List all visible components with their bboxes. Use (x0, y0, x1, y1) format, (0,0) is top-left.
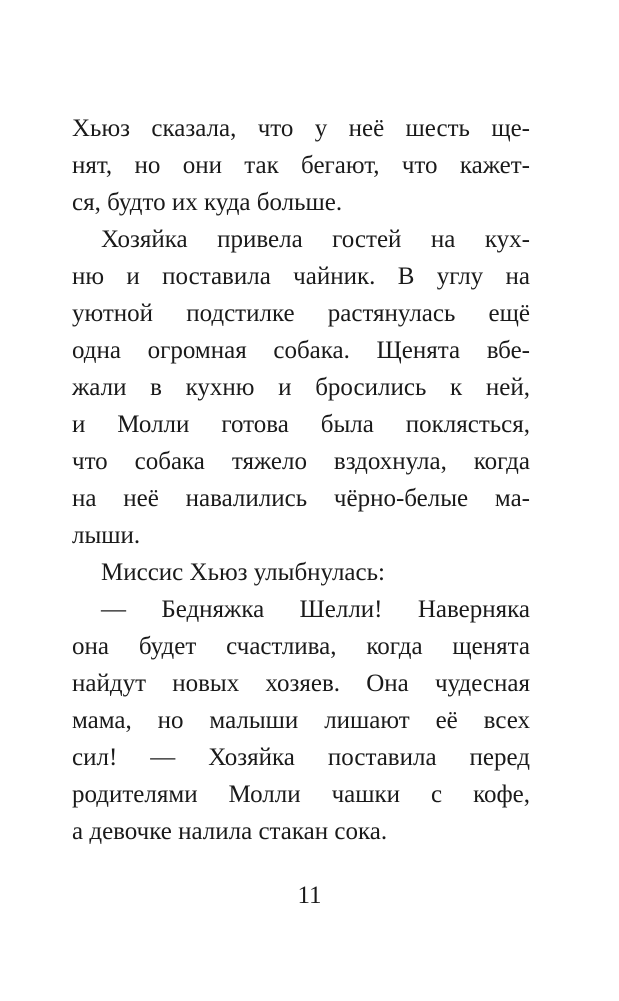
text-line: ся, будто их куда больше. (72, 189, 343, 216)
text-line: Хьюз сказала, что у неё шесть ще- (72, 115, 530, 142)
text-line: Хозяйка привела гостей на кух- (101, 226, 530, 253)
text-line: нят, но они так бегают, что кажет- (72, 152, 530, 179)
text-line: жали в кухню и бросились к ней, (72, 374, 530, 401)
text-line: а девочке налила стакан сока. (72, 818, 388, 845)
text-line: что собака тяжело вздохнула, когда (72, 448, 530, 475)
text-line: родителями Молли чашки с кофе, (72, 781, 530, 808)
text-line: — Бедняжка Шелли! Наверняка (101, 596, 530, 623)
text-line: мама, но малыши лишают её всех (72, 707, 530, 734)
text-line: на неё навалились чёрно-белые ма- (72, 485, 530, 512)
text-line: найдут новых хозяев. Она чудесная (72, 670, 530, 697)
page-number: 11 (297, 882, 322, 909)
text-line: ню и поставила чайник. В углу на (72, 263, 530, 290)
text-line: и Молли готова была поклясться, (72, 411, 530, 438)
text-line: сил! — Хозяйка поставила перед (72, 744, 530, 771)
text-line: уютной подстилке растянулась ещё (72, 300, 530, 327)
text-line: она будет счастлива, когда щенята (72, 633, 530, 660)
text-line: лыши. (72, 522, 141, 549)
text-line: Миссис Хьюз улыбнулась: (101, 559, 385, 586)
text-line: одна огромная собака. Щенята вбе- (72, 337, 530, 364)
